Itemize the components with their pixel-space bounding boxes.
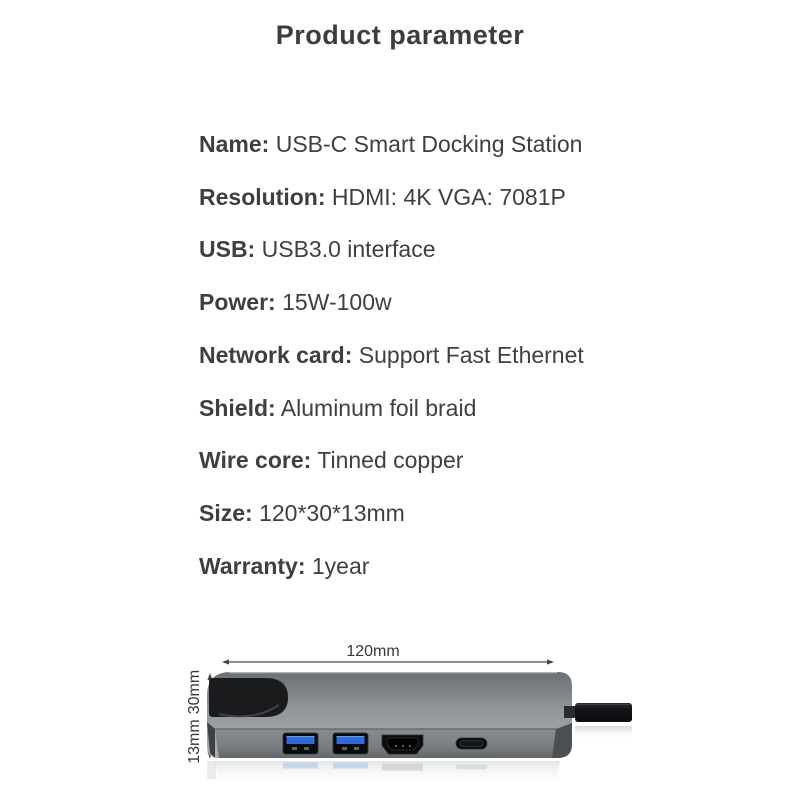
usb-c-reflection <box>456 765 487 770</box>
spec-row <box>199 540 759 593</box>
usb-port-reflection <box>283 763 318 769</box>
spec-value: Tinned copper <box>317 447 464 474</box>
usb-blue-tongue <box>337 736 365 744</box>
spec-value: USB3.0 interface <box>261 236 436 263</box>
spec-value: Support Fast Ethernet <box>358 341 584 368</box>
spec-row <box>199 487 759 540</box>
page-title: Product parameter <box>275 20 525 50</box>
thickness-dimension-label: 13mm <box>186 719 204 764</box>
spec-value: HDMI: 4K VGA: 7081P <box>331 183 566 210</box>
spec-row <box>199 118 759 171</box>
spec-row <box>199 276 759 329</box>
dock-illustration <box>165 625 685 800</box>
usb-a-port-1 <box>283 733 318 754</box>
spec-label: Shield: <box>199 394 276 421</box>
spec-value: 1year <box>311 552 370 579</box>
spec-label: Wire core: <box>199 447 312 474</box>
spec-row <box>199 171 759 224</box>
spec-label: Power: <box>199 289 276 316</box>
usb-cable <box>564 703 632 722</box>
spec-label: Network card: <box>199 341 353 368</box>
spec-label: Resolution: <box>199 183 326 210</box>
spec-label: Name: <box>199 131 270 157</box>
spec-row <box>199 223 759 276</box>
usb-blue-tongue <box>287 736 315 744</box>
spec-value: 15W-100w <box>282 289 392 316</box>
hdmi-port <box>382 735 423 754</box>
spec-row <box>199 382 759 435</box>
height-dimension-label: 30mm <box>186 669 204 715</box>
spec-label: Warranty: <box>199 552 306 579</box>
usb-a-port-2 <box>333 733 368 754</box>
arrow-left-icon <box>222 659 229 664</box>
arrow-right-icon <box>547 659 554 664</box>
spec-value: Aluminum foil braid <box>280 394 477 421</box>
spec-list <box>199 118 759 592</box>
spec-row <box>199 329 759 382</box>
rj45-port-area <box>209 678 288 717</box>
width-dimension-label: 120mm <box>346 643 400 660</box>
spec-label: Size: <box>199 499 253 526</box>
spec-row <box>199 434 759 487</box>
usb-c-port <box>456 738 487 749</box>
spec-label: USB: <box>199 236 256 263</box>
spec-value: 120*30*13mm <box>259 499 405 526</box>
cable-reflection <box>575 726 632 739</box>
spec-value: USB-C Smart Docking Station <box>275 131 583 157</box>
product-figure <box>165 625 685 800</box>
width-dimension <box>222 643 554 665</box>
usb-port-reflection <box>333 763 368 769</box>
cable-connector <box>575 703 632 722</box>
hdmi-reflection <box>382 764 423 771</box>
